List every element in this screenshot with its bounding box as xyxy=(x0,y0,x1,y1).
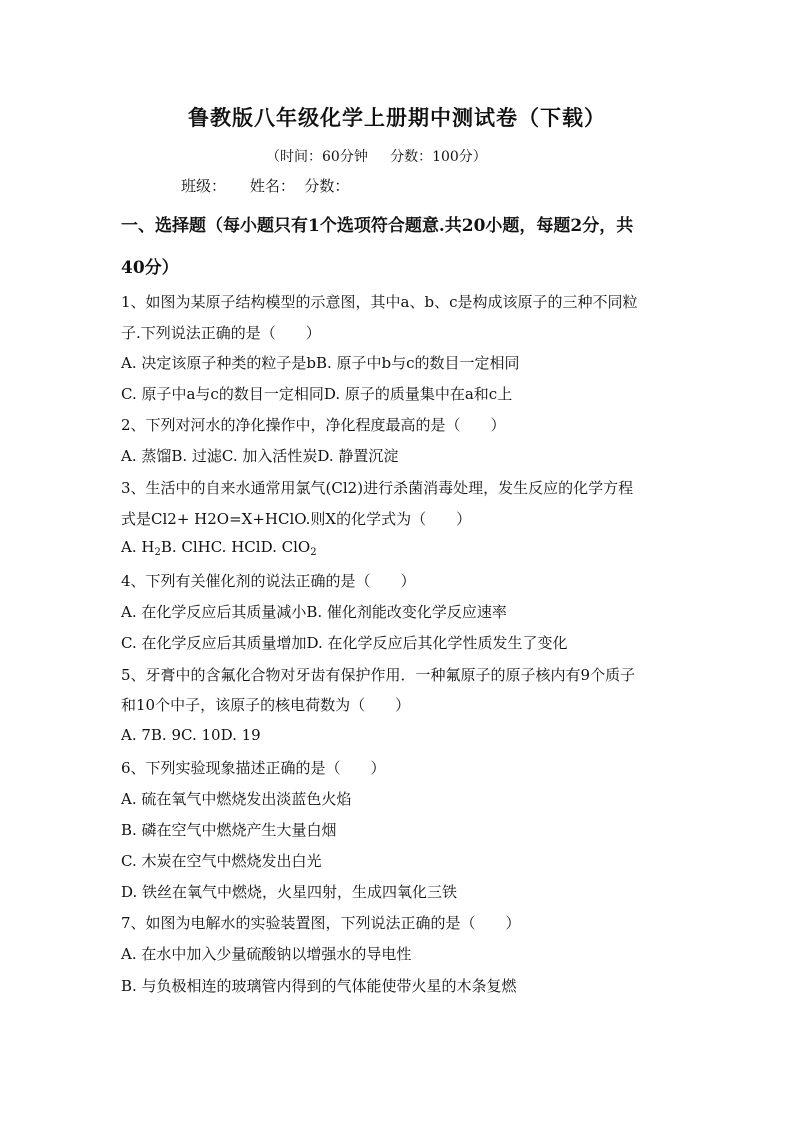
subscript: 2 xyxy=(154,547,161,558)
question-1-stem-cont: 子.下列说法正确的是（ ） xyxy=(121,324,321,342)
question-6-option-a: A. 硫在氧气中燃烧发出淡蓝色火焰 xyxy=(121,790,352,808)
question-3-options xyxy=(121,538,317,556)
question-2-options: A. 蒸馏B. 过滤C. 加入活性炭D. 静置沉淀 xyxy=(121,447,399,465)
question-1-stem: 1、如图为某原子结构模型的示意图，其中a、b、c是构成该原子的三种不同粒 xyxy=(121,293,638,311)
exam-title: 鲁教版八年级化学上册期中测试卷（下载） xyxy=(188,105,606,130)
question-1-options-ab: A. 决定该原子种类的粒子是bB. 原子中b与c的数目一定相同 xyxy=(121,354,520,372)
question-1-options-cd: C. 原子中a与c的数目一定相同D. 原子的质量集中在a和c上 xyxy=(121,385,513,403)
question-7-option-b: B. 与负极相连的玻璃管内得到的气体能使带火星的木条复燃 xyxy=(121,977,517,995)
question-7-stem: 7、如图为电解水的实验装置图，下列说法正确的是（ ） xyxy=(121,914,521,932)
subscript: 2 xyxy=(310,547,317,558)
section-heading-cont: 40分） xyxy=(121,258,179,278)
section-heading: 一、选择题（每小题只有1个选项符合题意.共20小题，每题2分，共 xyxy=(121,216,634,236)
question-4-options-ab: A. 在化学反应后其质量减小B. 催化剂能改变化学反应速率 xyxy=(121,603,507,621)
question-6-option-c: C. 木炭在空气中燃烧发出白光 xyxy=(121,852,322,870)
question-3-stem-cont: 式是Cl2+ H2O=X+HClO.则X的化学式为（ ） xyxy=(121,510,472,528)
question-3-option-a: A. H xyxy=(121,538,155,556)
exam-time-score: （时间：60分钟 分数：100分） xyxy=(266,149,487,165)
student-info-line: 班级： 姓名： 分数： xyxy=(181,177,350,195)
question-6-option-b: B. 磷在空气中燃烧产生大量白烟 xyxy=(121,821,337,839)
question-3-options-bcd: B. ClHC. HClD. ClO xyxy=(160,538,311,556)
question-7-option-a: A. 在水中加入少量硫酸钠以增强水的导电性 xyxy=(121,945,412,963)
question-2-stem: 2、下列对河水的净化操作中，净化程度最高的是（ ） xyxy=(121,416,506,434)
question-5-options: A. 7B. 9C. 10D. 19 xyxy=(121,726,261,744)
question-6-option-d: D. 铁丝在氧气中燃烧，火星四射，生成四氧化三铁 xyxy=(121,883,458,901)
question-5-stem: 5、牙膏中的含氟化合物对牙齿有保护作用．一种氟原子的原子核内有9个质子 xyxy=(121,666,636,684)
question-6-stem: 6、下列实验现象描述正确的是（ ） xyxy=(121,759,386,777)
question-4-options-cd: C. 在化学反应后其质量增加D. 在化学反应后其化学性质发生了变化 xyxy=(121,634,568,652)
question-3-stem: 3、生活中的自来水通常用氯气(Cl2)进行杀菌消毒处理，发生反应的化学方程 xyxy=(121,479,634,497)
question-4-stem: 4、下列有关催化剂的说法正确的是（ ） xyxy=(121,572,416,590)
question-5-stem-cont: 和10个中子，该原子的核电荷数为（ ） xyxy=(121,696,411,714)
